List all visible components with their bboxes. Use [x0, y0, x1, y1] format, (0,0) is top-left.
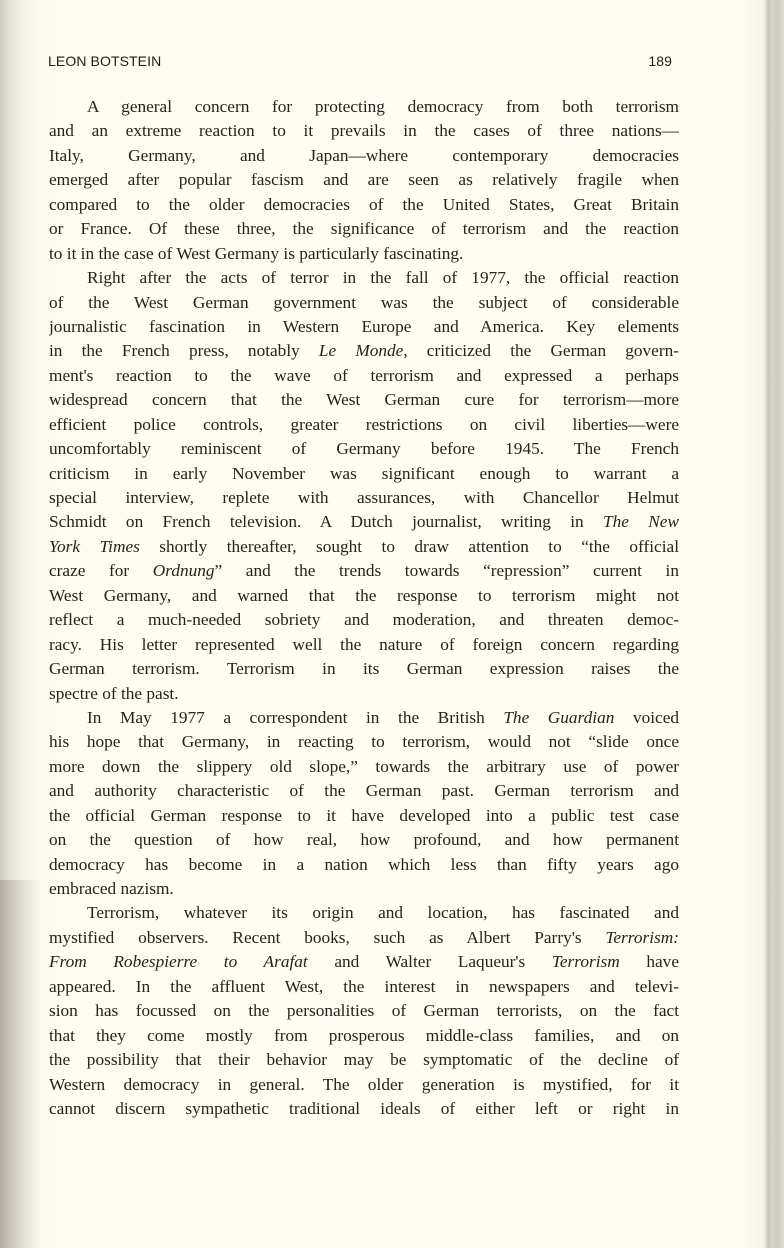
text-line: [49, 1048, 679, 1072]
italic-title: The Guardian: [503, 707, 615, 727]
text-run: spectre of the past.: [49, 683, 179, 703]
italic-title: York Times: [49, 536, 140, 556]
text-run: Terrorism, whatever its origin and location, has fascinated and: [87, 903, 679, 923]
text-run: Italy, Germany, and Japan—where contemporary democracies: [49, 145, 679, 165]
text-line: [49, 804, 679, 828]
text-line: [49, 144, 679, 168]
text-run: Western democracy in general. The older generation is mystified, for it: [49, 1074, 679, 1094]
text-line: [49, 364, 679, 388]
text-line: [49, 462, 679, 486]
text-run: and Walter Laqueur's: [307, 952, 552, 972]
text-run: of the West German government was the subject of considerable: [49, 292, 679, 312]
text-line: [49, 315, 679, 339]
text-line: [49, 779, 679, 803]
text-run: on the question of how real, how profound, and how permanent: [49, 830, 679, 850]
text-run: the official German response to it have developed into a public test case: [49, 805, 679, 825]
text-line: [49, 339, 679, 363]
text-line: [49, 193, 679, 217]
text-run: embraced nazism.: [49, 879, 174, 898]
gutter-shadow: [0, 880, 40, 1248]
text-line: [49, 559, 679, 583]
text-run: that they come mostly from prosperous middle-class families, and on: [49, 1025, 679, 1045]
text-line: [49, 217, 679, 241]
text-line: [49, 608, 679, 632]
text-run: his hope that Germany, in reacting to terrorism, would not “slide once: [49, 732, 679, 752]
italic-title: Ordnung: [152, 561, 215, 581]
text-run: or France. Of these three, the significance of terrorism and the reaction: [49, 219, 679, 239]
paragraph: [49, 706, 679, 902]
text-run: shortly thereafter, sought to draw attention to “the official: [139, 536, 679, 556]
text-line: [49, 242, 679, 266]
text-run: sion has focussed on the personalities of German terrorists, on the fact: [49, 1001, 679, 1021]
text-line: [49, 657, 679, 681]
text-run: A general concern for protecting democracy from both terrorism: [87, 97, 679, 116]
running-head: [48, 53, 672, 73]
text-run: efficient police controls, greater restrictions on civil liberties—were: [49, 414, 679, 434]
text-line: [49, 730, 679, 754]
text-line: [49, 950, 679, 974]
page-number: 189: [648, 53, 672, 69]
text-run: widespread concern that the West German cure for terrorism—more: [49, 390, 679, 410]
text-line: [49, 535, 679, 559]
text-line: [49, 1024, 679, 1048]
text-run: more down the slippery old slope,” towards the arbitrary use of power: [49, 756, 679, 776]
text-line: [49, 853, 679, 877]
text-line: [49, 437, 679, 461]
text-line: [49, 706, 679, 730]
text-run: compared to the older democracies of the United States, Great Britain: [49, 194, 679, 214]
text-line: [49, 755, 679, 779]
italic-title: Terrorism: [551, 952, 620, 972]
text-run: cannot discern sympathetic traditional ideals of either left or right in: [49, 1098, 679, 1118]
paragraph: [49, 266, 679, 706]
text-run: In May 1977 a correspondent in the British: [87, 707, 504, 727]
running-head-author: LEON BOTSTEIN: [48, 53, 162, 69]
italic-title: Terrorism:: [605, 927, 679, 947]
italic-title: The New: [603, 512, 679, 532]
text-run: Schmidt on French television. A Dutch journalist, writing in: [49, 512, 604, 532]
text-run: racy. His letter represented well the nature of foreign concern regarding: [49, 634, 679, 654]
text-line: [49, 119, 679, 143]
text-run: ment's reaction to the wave of terrorism and expressed a perhaps: [49, 365, 679, 385]
text-line: [49, 584, 679, 608]
text-line: [49, 266, 679, 290]
text-run: the possibility that their behavior may be symptomatic of the decline of: [49, 1050, 679, 1070]
text-run: criticism in early November was significant enough to warrant a: [49, 463, 679, 483]
text-run: appeared. In the affluent West, the interest in newspapers and televi-: [49, 976, 679, 996]
paragraph: [49, 901, 679, 1121]
text-line: [49, 95, 679, 119]
text-run: and an extreme reaction to it prevails in the cases of three nations—: [49, 121, 679, 141]
text-run: ” and the trends towards “repression” current in: [214, 561, 679, 581]
text-line: [49, 999, 679, 1023]
text-line: [49, 633, 679, 657]
text-run: Right after the acts of terror in the fall of 1977, the official reaction: [87, 268, 679, 288]
text-run: special interview, replete with assurances, with Chancellor Helmut: [49, 488, 679, 507]
text-line: [49, 877, 679, 901]
text-run: criticized the German govern-: [407, 341, 679, 361]
text-run: and authority characteristic of the German past. German terrorism and: [49, 781, 679, 801]
paragraph: [49, 95, 679, 266]
italic-title: From Robespierre to Arafat: [49, 952, 308, 972]
text-run: mystified observers. Recent books, such as Albert Parry's: [49, 927, 606, 947]
text-line: [49, 486, 679, 510]
text-line: [49, 413, 679, 437]
text-run: German terrorism. Terrorism in its German expression raises the: [49, 659, 679, 679]
text-run: to it in the case of West Germany is particularly fascinating.: [49, 243, 464, 263]
text-run: voiced: [614, 707, 679, 727]
text-run: reflect a much-needed sobriety and moderation, and threaten democ-: [49, 610, 679, 630]
text-line: [49, 926, 679, 950]
body-text: [49, 95, 679, 1121]
text-line: [49, 510, 679, 534]
text-run: have: [619, 952, 679, 972]
italic-title: Le Monde,: [318, 341, 408, 361]
text-line: [49, 682, 679, 706]
text-run: uncomfortably reminiscent of Germany before 1945. The French: [49, 439, 679, 459]
text-run: in the French press, notably: [49, 341, 319, 361]
text-run: craze for: [49, 561, 153, 581]
text-line: [49, 828, 679, 852]
text-line: [49, 1073, 679, 1097]
text-run: journalistic fascination in Western Europe and America. Key elements: [49, 316, 679, 336]
text-line: [49, 1097, 679, 1121]
text-run: democracy has become in a nation which less than fifty years ago: [49, 854, 679, 874]
text-run: emerged after popular fascism and are seen as relatively fragile when: [49, 170, 679, 190]
text-line: [49, 168, 679, 192]
text-run: West Germany, and warned that the response to terrorism might not: [49, 585, 679, 605]
text-line: [49, 291, 679, 315]
text-line: [49, 388, 679, 412]
text-line: [49, 901, 679, 925]
text-line: [49, 975, 679, 999]
